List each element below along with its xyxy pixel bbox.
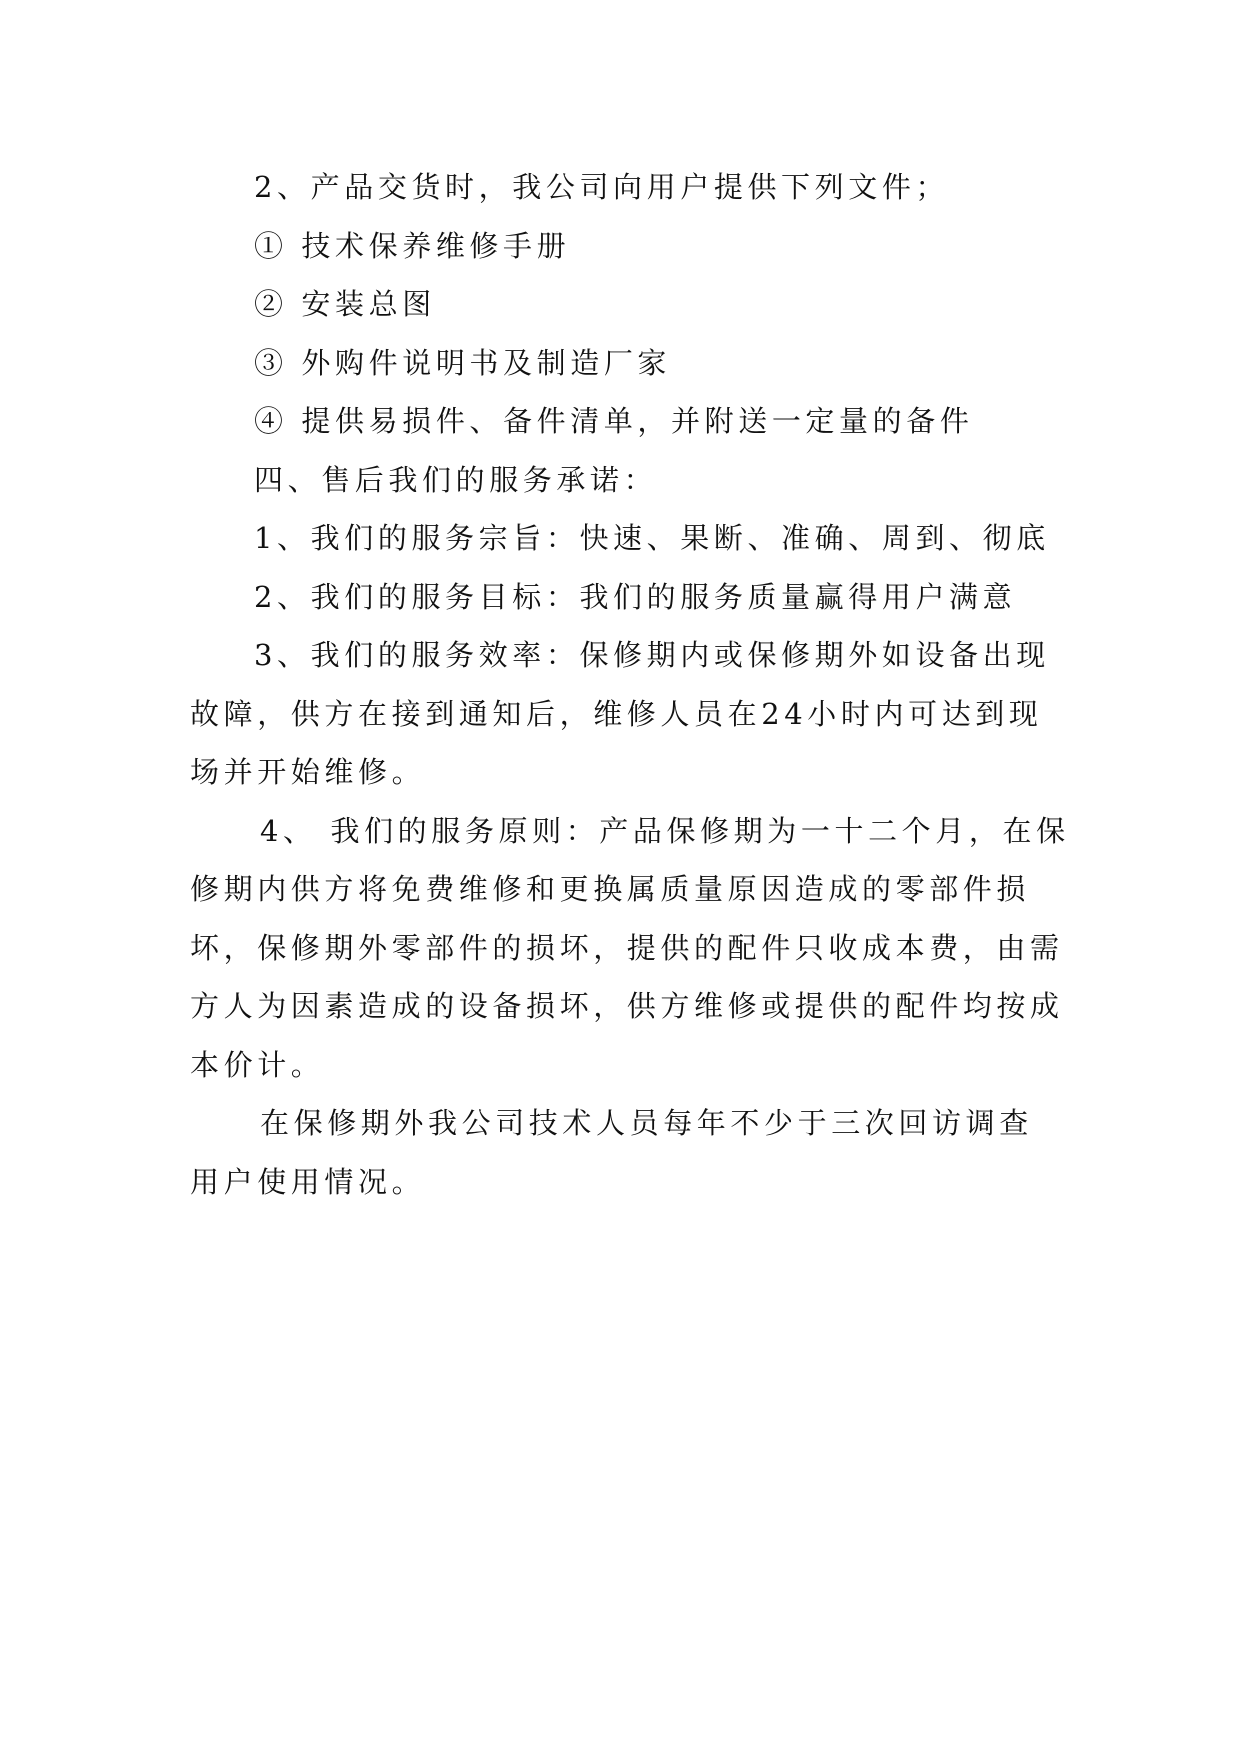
service-principle-line-3: 坏，保修期外零部件的损坏，提供的配件只收成本费，由需 bbox=[190, 930, 1064, 965]
service-efficiency-line-2: 故障，供方在接到通知后，维修人员在24小时内可达到现 bbox=[190, 696, 1043, 731]
service-principle-line-5: 本价计。 bbox=[190, 1047, 325, 1082]
service-principle-line-1: 4、 我们的服务原则：产品保修期为一十二个月，在保 bbox=[260, 813, 1070, 848]
service-efficiency-line-3: 场并开始维修。 bbox=[190, 755, 426, 789]
service-tenet: 1、我们的服务宗旨：快速、果断、准确、周到、彻底 bbox=[254, 521, 1050, 555]
follow-up-line-1: 在保修期外我公司技术人员每年不少于三次回访调查 bbox=[260, 1106, 1033, 1140]
list-item-assembly-drawing: ② 安装总图 bbox=[254, 287, 436, 321]
list-item-purchased-parts: ③ 外购件说明书及制造厂家 bbox=[254, 345, 672, 380]
follow-up-line-2: 用户使用情况。 bbox=[190, 1164, 426, 1199]
list-item-manual: ① 技术保养维修手册 bbox=[254, 228, 571, 263]
section-heading-after-sales: 四、售后我们的服务承诺： bbox=[254, 462, 658, 497]
document-body bbox=[190, 158, 1070, 1211]
service-principle-line-4: 方人为因素造成的设备损坏，供方维修或提供的配件均按成 bbox=[190, 989, 1064, 1023]
list-item-spare-parts: ④ 提供易损件、备件清单，并附送一定量的备件 bbox=[254, 404, 974, 438]
delivery-docs-heading: 2、产品交货时，我公司向用户提供下列文件； bbox=[254, 170, 950, 204]
service-goal: 2、我们的服务目标：我们的服务质量赢得用户满意 bbox=[254, 579, 1017, 614]
service-efficiency-line-1: 3、我们的服务效率：保修期内或保修期外如设备出现 bbox=[254, 638, 1050, 672]
service-principle-line-2: 修期内供方将免费维修和更换属质量原因造成的零部件损 bbox=[190, 872, 1031, 906]
